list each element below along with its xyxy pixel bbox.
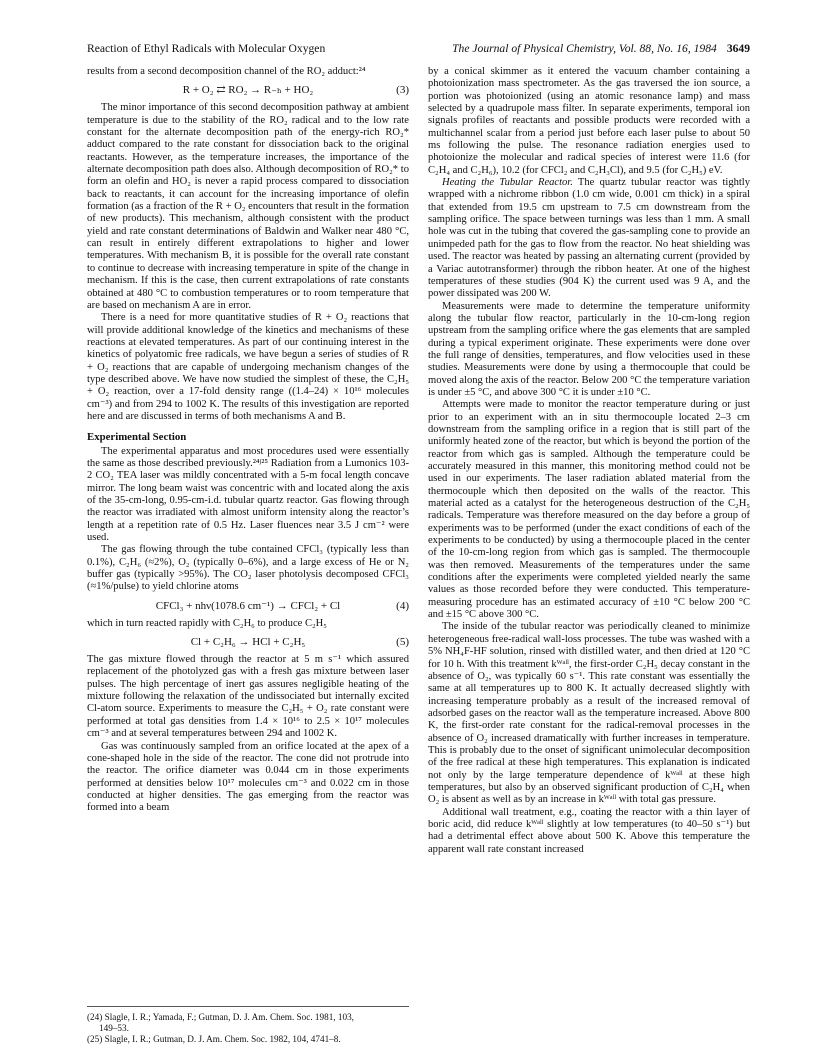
running-title: Reaction of Ethyl Radicals with Molecular Oxygen (87, 42, 326, 55)
paragraph: The gas mixture flowed through the reactor at 5 m s⁻¹ which assured replacement of the photolyzed gas with a fresh gas mixture between laser pulses. The high percentage of inert gas assures negligible heating of the mixture following the relaxation of the undissociated but internally excited Cl-atom source. Experiments to measure the C₂H₅ + O₂ rate constant were performed at total gas densities from 1.4 × 10¹⁶ to 2.5 × 10¹⁷ molecules cm⁻³ and at several temperatures between 294 and 1002 K. (87, 654, 409, 740)
paragraph (428, 177, 750, 300)
equation-number: (5) (396, 636, 409, 649)
paragraph: There is a need for more quantitative studies of R + O₂ reactions that will provide additional knowledge of the kinetics and mechanisms of these reactions at elevated temperatures. As part of our continuing interest in the kinetics of polyatomic free radicals, we have begun a series of studies of R + O₂ reactions that are capable of undergoing mechanism changes of the type described above. We have now studied the simplest of these, the C₂H₅ + O₂ reaction, over a 17-fold density range ((1.4–24) × 10¹⁶ molecules cm⁻³) and from 294 to 1002 K. The results of this investigation are reported here and are discussed in terms of both mechanisms A and B. (87, 312, 409, 422)
left-column (87, 66, 409, 815)
equation-number: (3) (396, 84, 409, 97)
page-number: 3649 (726, 42, 750, 55)
equation-4 (87, 597, 409, 615)
footnote-text: (24) Slagle, I. R.; Yamada, F.; Gutman, D. J. Am. Chem. Soc. 1981, 103, (87, 1012, 354, 1022)
equation-expression: Cl + C₂H₆ → HCl + C₂H₅ (190, 636, 306, 649)
footnote-24 (87, 1012, 409, 1034)
paragraph: Gas was continuously sampled from an orifice located at the apex of a cone-shaped hole in the side of the reactor. The cone did not protrude into the reactor. The orifice diameter was 0.044 cm in those experiments performed at densities below 10¹⁷ molecules cm⁻³ and 0.022 cm in those conducted at higher densities. The gas emerging from the reactor was formed into a beam (87, 740, 409, 814)
right-column (428, 66, 750, 856)
paragraph: The gas flowing through the tube contained CFCl₃ (typically less than 0.1%), C₂H₆ (≈2%), O₂ (typically 0–6%), and a large excess of He or N₂ buffer gas (typically >95%). The CO₂ laser photolysis decomposed CFCl₃ (≈1%/pulse) to yield chlorine atoms (87, 544, 409, 593)
paragraph: by a conical skimmer as it entered the vacuum chamber containing a photoionization mass spectrometer. As the gas traversed the ion source, a portion was photoionized (using an atomic resonance lamp) and mass selected by a quadrupole mass filter. In separate experiments, temporal ion signals profiles of reactants and possible products were recorded with a multichannel scalar from a period just before each laser pulse to about 50 ms following the pulse. The resonance radiation energies used to photoionize the molecular and radical species of interest were 11.6 (for C₂H₄ and C₂H₆), 10.2 (for CFCl₂ and C₂H₃Cl), and 9.5 (for C₂H₅) eV. (428, 66, 750, 176)
paragraph: Additional wall treatment, e.g., coating the reactor with a thin layer of boric acid, did reduce kᵂᵃˡˡ slightly at low temperatures (to 40–50 s⁻¹) but had a detrimental effect above about 500 K. Above this temperature the apparent wall rate constant increased (428, 806, 750, 855)
paragraph: The inside of the tubular reactor was periodically cleaned to minimize heterogeneous free-radical wall-loss processes. The tube was washed with a 5% NH₄F-HF solution, rinsed with distilled water, and then dried at 120 °C for 10 h. With this treatment kᵂᵃˡˡ, the first-order C₂H₅ decay constant in the absence of O₂, was typically 60 s⁻¹. This rate constant was essentially the same at all temperatures up to 800 K. It actually decreased slightly with increasing temperature probably as a result of the increased removal of adsorbed gases on the reactor wall as the temperature increased. Above 800 K, the first-order rate constant for the radical-removal processes in the absence of O₂ increased dramatically with further increases in temperature. This is probably due to the onset of significant unimolecular decomposition of the free radical at these high temperatures. This explanation is indicated not only by the large temperature dependence of kᵂᵃˡˡ at these high temperatures, but also by an observed significant production of C₂H₄ when O₂ is absent as well as by an increase in kᵂᵃˡˡ with total gas pressure. (428, 621, 750, 806)
paragraph: The minor importance of this second decomposition pathway at ambient temperature is due to the stability of the RO₂ radical and to the low rate constant for the alternate decomposition path of the energy-rich RO₂* adduct compared to the rate constant for dissociation back to the original reactants. However, as the temperature increases, the importance of the alternate decomposition path does also. Although decomposition of RO₂* to form an olefin and HO₂ is never a rapid process compared to dissociation back to reactants, it can account for the increasing importance of olefin formation (as a fraction of the R + O₂ encounters that result in the formation of new products). This mechanism, although consistent with the product yield and rate constant determinations of Baldwin and Walker near 480 °C, can result in entirely different extrapolations to higher and lower temperatures. With mechanism B, it is possible for the overall rate constant to continue to decrease with increasing temperature in spite of the change in mechanism. If this is the case, then current extrapolations of rate constants obtained at 480 °C to combustion temperatures or to room temperature that are based on mechanism A are in error. (87, 102, 409, 311)
equation-5 (87, 633, 409, 651)
footnotes (87, 1006, 409, 1045)
intro-line: results from a second decomposition channel of the RO₂ adduct:²⁴ (87, 66, 366, 77)
page-header (87, 41, 750, 57)
journal-name: The Journal of Physical Chemistry, Vol. 88, No. 16, 1984 (452, 42, 717, 55)
journal-citation (452, 41, 750, 57)
paragraph: Measurements were made to determine the temperature uniformity along the tubular flow reactor, particularly in the 10-cm-long region upstream from the sampling orifice where the gas elements that are sampled during a typical experiment originate. These experiments were done over the full range of densities, temperatures, and flow velocities used in these studies. Measurements were done by using a thermocouple that could be moved along the axis of the reactor. Below 200 °C the temperature variation is under ±5 °C, and above 300 °C it is under ±10 °C. (428, 300, 750, 398)
equation-number: (4) (396, 599, 409, 612)
equation-expression: CFCl₃ + nhν(1078.6 cm⁻¹) → CFCl₂ + Cl (155, 599, 341, 612)
footnote-25: (25) Slagle, I. R.; Gutman, D. J. Am. Chem. Soc. 1982, 104, 4741–8. (87, 1034, 341, 1044)
paragraph: which in turn reacted rapidly with C₂H₆ to produce C₂H₅ (87, 617, 327, 629)
footnote-text: 149–53. (99, 1023, 129, 1033)
subsection-title: Heating the Tubular Reactor. (442, 177, 573, 189)
paragraph-text: The quartz tubular reactor was tightly wrapped with a nichrome ribbon (1.0 cm wide, 0.001 cm thick) in a spiral that extended from 19.5 cm upstream to 7.5 cm downstream from the sampling orifice. The space between turnings was less than 1 mm. A small hole was cut in the tubing that covered the gas-sampling cone to provide an unimpeded path for the gas to flow from the reactor. No heat shielding was used. The reactor was heated by passing an alternating current (provided by a Variac autotransformer) through the ribbon heater. At one of the highest temperatures of these studies (904 K) the current used was 9 A, and the power dissipated was 200 W. (428, 177, 750, 300)
section-heading: Experimental Section (87, 431, 187, 444)
paragraph: Attempts were made to monitor the reactor temperature during or just prior to an experiment with an in situ thermocouple located 2–3 cm downstream from the sampling orifice in a region that is still part of the uniformly heated zone of the reactor, but which is beyond the portion of the reactor from which gas is sampled. Although the temperature could be accurately measured in this manner, this monitoring method could not be used in our experiments. The laser radiation ablated material from the thermocouple which then deposited on the walls of the reactor. This material acted as a catalyst for the heterogeneous destruction of the C₂H₅ radicals. Temperature was therefore measured on the day before a group of experiments was to be performed (under the exact conditions of each of the experiments to be conducted) by using a thermocouple placed in the center of the 10-cm-long region from which gas is sampled. The thermocouple was then removed. Measurements of the temperatures under the same conditions after the experiments were completed yielded nearly the same values as those recorded before they were conducted. This temperature-measuring procedure has an estimated accuracy of ±10 °C below 200 °C and ±15 °C above 300 °C. (428, 399, 750, 621)
equation-expression: R + O₂ ⇄ RO₂ → R₋ₕ + HO₂ (182, 84, 314, 97)
footnote-rule (87, 1006, 409, 1007)
equation-3 (87, 81, 409, 99)
paragraph: The experimental apparatus and most procedures used were essentially the same as those described previously.²⁴ʲ²⁵ Radiation from a Lumonics 103-2 CO₂ TEA laser was mildly concentrated with a 5-m focal length concave mirror. The long beam waist was concentric with and located along the axis of the 35-cm-long, 0.95-cm-i.d. tubular quartz reactor. Gas flowing through the reactor was irradiated with almost uniform intensity along the reactor’s length at a repetition rate of 0.5 Hz. Laser fluences near 3.5 J cm⁻² were used. (87, 445, 409, 544)
